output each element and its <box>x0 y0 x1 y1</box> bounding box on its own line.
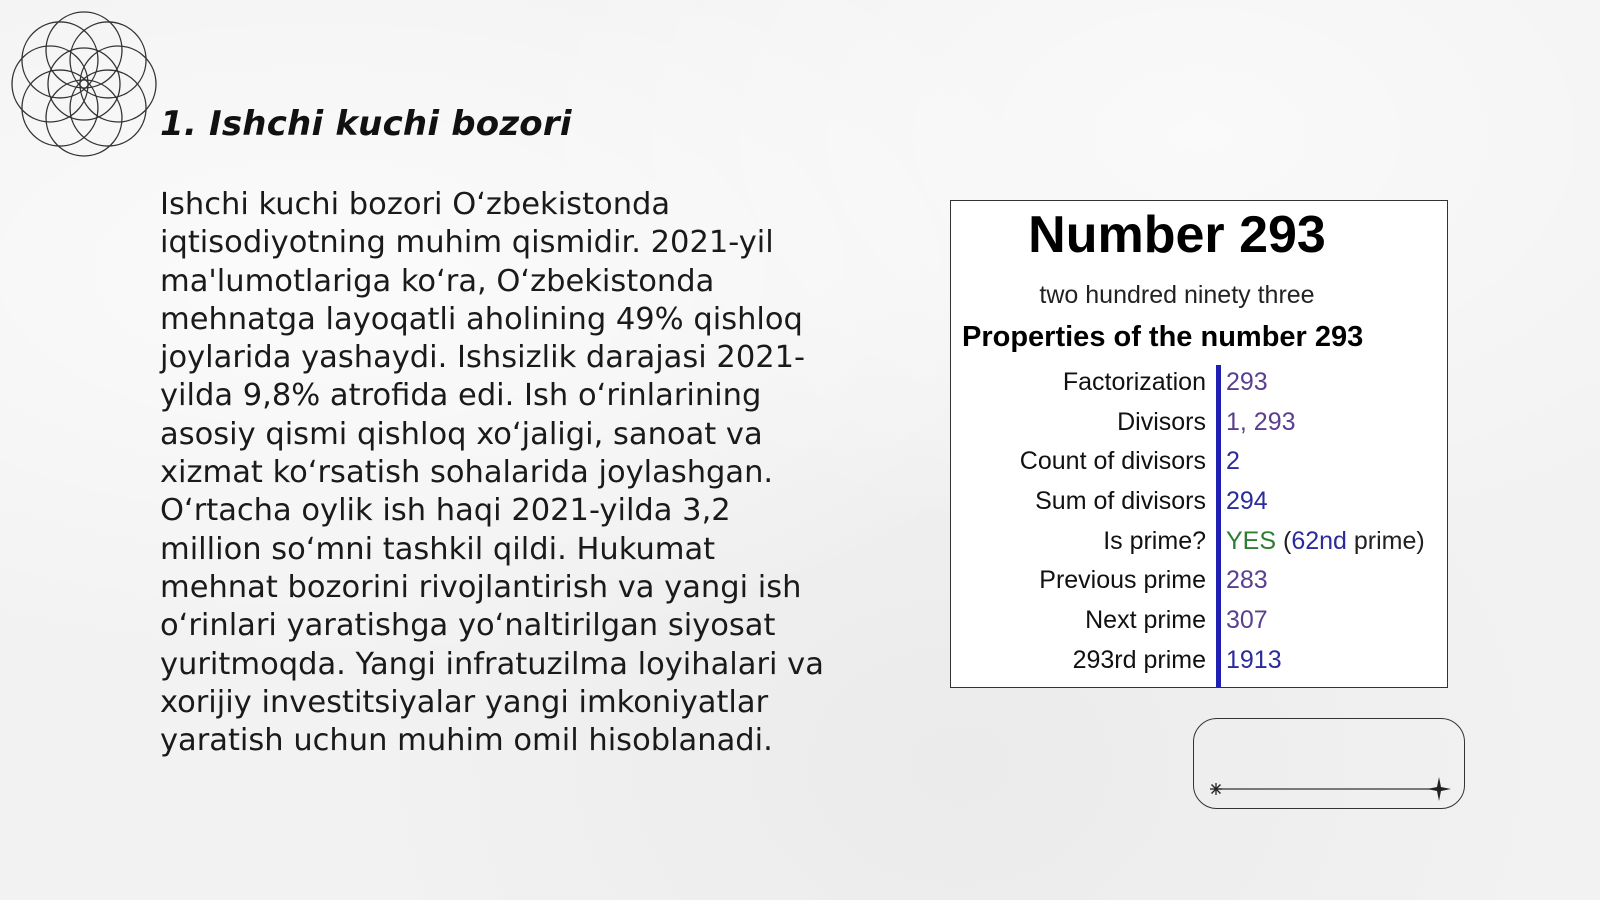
property-row-divisors <box>951 403 1447 443</box>
property-row-previous-prime <box>951 561 1447 601</box>
property-value <box>1226 363 1268 403</box>
logo-ring <box>70 22 146 98</box>
property-value <box>1226 482 1268 522</box>
property-label: Count of divisors <box>1019 447 1206 476</box>
is-prime-rest: prime) <box>1346 526 1425 555</box>
star-burst-icon <box>1210 783 1222 795</box>
circular-rings-logo <box>8 8 160 160</box>
property-label: Is prime? <box>1103 526 1206 555</box>
property-value <box>1226 641 1282 681</box>
number-properties-card <box>950 200 1448 688</box>
count-of-divisors-value: 2 <box>1226 447 1240 476</box>
property-value <box>1226 442 1240 482</box>
is-prime-open: ( <box>1276 526 1292 555</box>
prime-ordinal-link[interactable]: 62nd <box>1291 526 1347 555</box>
logo-ring <box>22 22 98 98</box>
properties-heading: Properties of the number 293 <box>962 321 1364 353</box>
property-row-293rd-prime <box>951 641 1447 681</box>
next-prime-link[interactable]: 307 <box>1226 606 1268 635</box>
divisors-value: 1, 293 <box>1226 407 1296 436</box>
property-value <box>1226 522 1425 562</box>
sum-of-divisors-value: 294 <box>1226 487 1268 516</box>
logo-ring <box>70 70 146 146</box>
property-label: Previous prime <box>1039 566 1206 595</box>
property-row-factorization <box>951 363 1447 403</box>
timeline-graphic <box>1194 719 1466 810</box>
property-label: Sum of divisors <box>1035 487 1206 516</box>
sparkle-icon <box>1427 777 1451 801</box>
logo-ring <box>80 46 156 122</box>
slide-title: 1. Ishchi kuchi bozori <box>160 104 572 144</box>
number-card-title: Number 293 <box>1028 206 1326 264</box>
293rd-prime-link[interactable]: 1913 <box>1226 645 1282 674</box>
previous-prime-link[interactable]: 283 <box>1226 566 1268 595</box>
factorization-value: 293 <box>1226 368 1268 396</box>
slide-body-text: Ishchi kuchi bozori O‘zbekistonda iqtisodiyotning muhim qismidir. 2021-yil ma'lumotlariga ko‘ra, O‘zbekistonda mehnatga layoqatli aholining 49% qishloq joylarida yashaydi. Ishsizlik darajasi 2021-yilda 9,8% atrofida edi. Ish o‘rinlarining asosiy qismi qishloq xo‘jaligi, sanoat va xizmat ko‘rsatish sohalarida joylashgan. O‘rtacha oylik ish haqi 2021-yilda 3,2 million so‘mni tashkil qildi. Hukumat mehnat bozorini rivojlantirish va yangi ish o‘rinlari yaratishga yo‘naltirilgan siyosat yuritmoqda. Yangi infratuzilma loyihalari va xorijiy investitsiyalar yangi imkoniyatlar yaratish uchun muhim omil hisoblanadi. <box>160 187 824 759</box>
property-row-count-of-divisors <box>951 442 1447 482</box>
is-prime-yes: YES <box>1226 526 1277 555</box>
timeline-box <box>1193 718 1465 809</box>
property-label: Next prime <box>1085 606 1206 635</box>
property-value <box>1226 601 1268 641</box>
property-value <box>1226 403 1296 443</box>
number-card-words: two hundred ninety three <box>1039 281 1315 309</box>
property-row-sum-of-divisors <box>951 482 1447 522</box>
property-label: 293rd prime <box>1072 645 1206 674</box>
logo-ring <box>46 12 122 88</box>
property-label: Factorization <box>1062 368 1206 396</box>
property-row-is-prime <box>951 522 1447 562</box>
property-value <box>1226 561 1268 601</box>
properties-table <box>951 363 1447 681</box>
logo-ring <box>22 70 98 146</box>
property-label: Divisors <box>1117 407 1206 436</box>
property-row-next-prime <box>951 601 1447 641</box>
logo-ring <box>12 46 88 122</box>
logo-ring <box>46 80 122 156</box>
